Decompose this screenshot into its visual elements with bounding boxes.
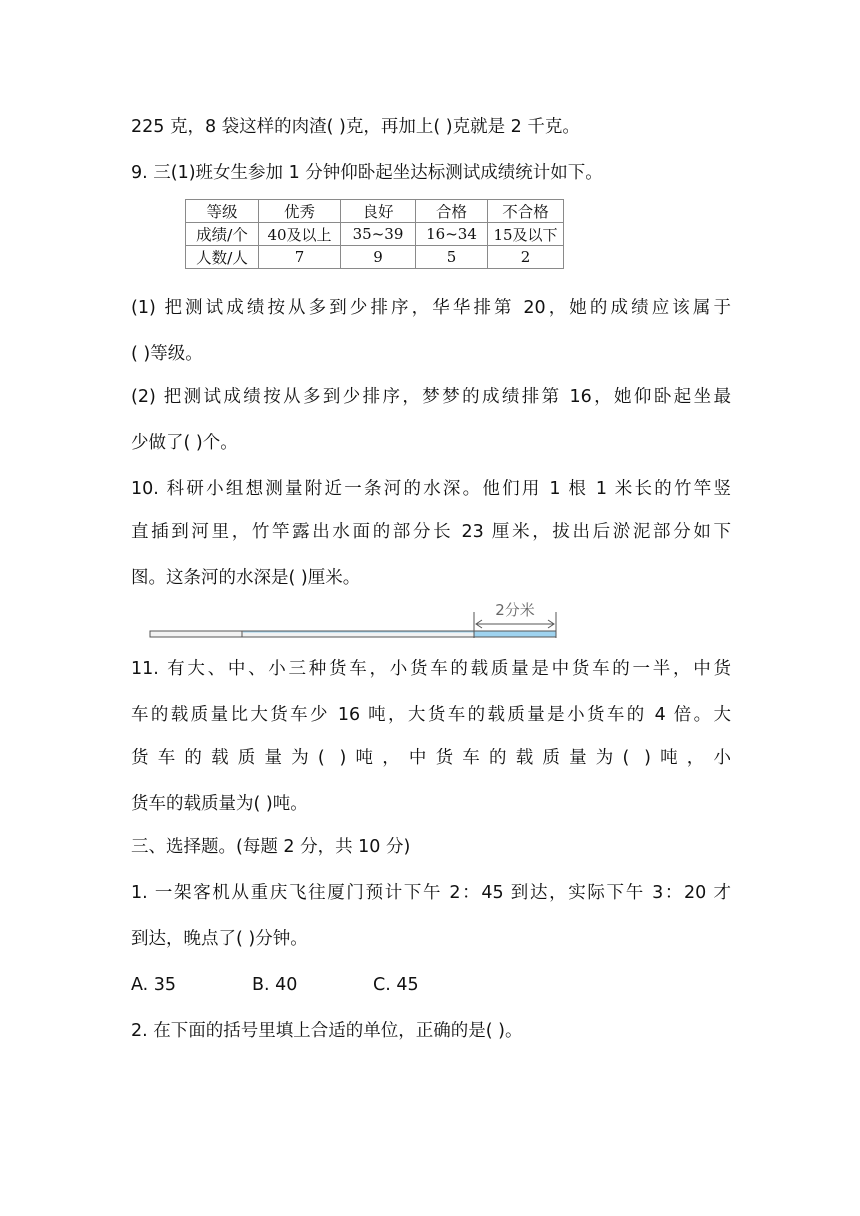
table-cell: 成绩/个 [186, 223, 259, 246]
table-cell: 16~34 [416, 223, 488, 246]
question-10-line-3: 图。这条河的水深是( )厘米。 [131, 568, 361, 588]
question-11-line-2: 车的载质量比大货车少 16 吨，大货车的载质量是小货车的 4 倍。大 [131, 705, 731, 725]
table-cell: 15及以下 [488, 223, 564, 246]
table-cell: 不合格 [488, 200, 564, 223]
question-11-line-4: 货车的载质量为( )吨。 [131, 794, 308, 814]
table-cell: 优秀 [259, 200, 341, 223]
question-9-part-2-cont: 少做了( )个。 [131, 433, 238, 453]
table-cell: 9 [341, 246, 416, 269]
choice-2-line-1: 2. 在下面的括号里填上合适的单位，正确的是( )。 [131, 1021, 523, 1041]
text-line-1: 225 克，8 袋这样的肉渣( )克，再加上( )克就是 2 千克。 [131, 117, 580, 137]
table-cell: 40及以上 [259, 223, 341, 246]
table-cell: 人数/人 [186, 246, 259, 269]
table-cell: 2 [488, 246, 564, 269]
table-cell: 良好 [341, 200, 416, 223]
question-9-title: 9. 三(1)班女生参加 1 分钟仰卧起坐达标测试成绩统计如下。 [131, 163, 603, 183]
section-3-title: 三、选择题。(每题 2 分，共 10 分) [131, 837, 411, 857]
question-9-part-1-cont: ( )等级。 [131, 344, 203, 364]
option-a: A. 35 [131, 975, 177, 995]
option-b: B. 40 [252, 975, 298, 995]
dimension-label: 2分米 [495, 601, 535, 619]
question-11-line-1: 11. 有大、中、小三种货车，小货车的载质量是中货车的一半，中货 [131, 659, 731, 679]
table-cell: 7 [259, 246, 341, 269]
question-10-line-2: 直插到河里，竹竿露出水面的部分长 23 厘米，拔出后淤泥部分如下 [131, 522, 731, 542]
choice-1-line-1: 1. 一架客机从重庆飞往厦门预计下午 2：45 到达，实际下午 3：20 才 [131, 883, 731, 903]
table-cell: 合格 [416, 200, 488, 223]
question-9-part-1: (1) 把测试成绩按从多到少排序，华华排第 20，她的成绩应该属于 [131, 298, 731, 318]
question-11-line-3: 货车的载质量为( )吨，中货车的载质量为( )吨，小 [131, 748, 731, 768]
table-cell: 等级 [186, 200, 259, 223]
choice-1-line-2: 到达，晚点了( )分钟。 [131, 929, 308, 949]
option-c: C. 45 [373, 975, 419, 995]
mud-section [474, 631, 556, 637]
table-cell: 5 [416, 246, 488, 269]
table-cell: 35~39 [341, 223, 416, 246]
question-9-part-2: (2) 把测试成绩按从多到少排序，梦梦的成绩排第 16，她仰卧起坐最 [131, 387, 731, 407]
question-10-line-1: 10. 科研小组想测量附近一条河的水深。他们用 1 根 1 米长的竹竿竖 [131, 479, 731, 499]
